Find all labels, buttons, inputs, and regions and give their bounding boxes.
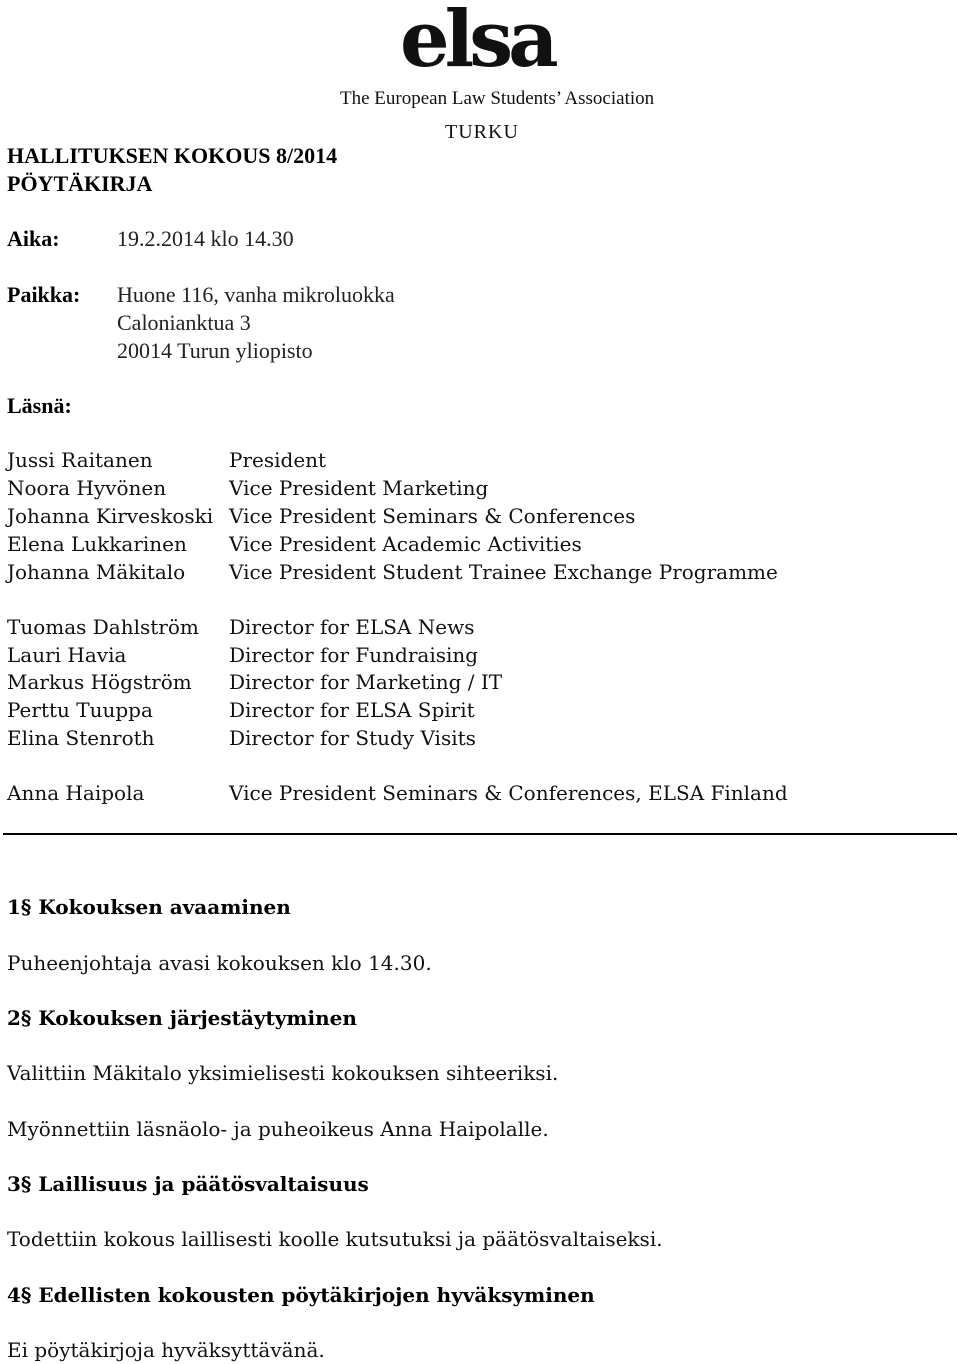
attendee-name: Perttu Tuuppa [7, 698, 153, 722]
place-line: Huone 116, vanha mikroluokka [117, 282, 395, 307]
elsa-logo [338, 0, 655, 150]
attendee-name: Anna Haipola [7, 781, 145, 805]
attendee-role: Director for Study Visits [229, 726, 476, 750]
attendee-role: Director for ELSA Spirit [229, 698, 475, 722]
attendee-role: Vice President Student Trainee Exchange Programme [229, 560, 778, 584]
attendee-role: President [229, 448, 327, 472]
attendee-name: Elena Lukkarinen [7, 532, 187, 556]
attendee-name: Johanna Mäkitalo [7, 560, 186, 584]
section-heading: 3§ Laillisuus ja päätösvaltaisuus [7, 1172, 369, 1196]
attendee-name: Markus Högström [7, 670, 192, 694]
attendee-name: Elina Stenroth [7, 726, 155, 750]
attendee-name: Tuomas Dahlström [7, 615, 199, 639]
time-value: 19.2.2014 klo 14.30 [117, 226, 294, 251]
present-label: Läsnä: [7, 393, 72, 418]
logo-city: TURKU [445, 121, 519, 143]
logo-association-name: The European Law Students’ Association [340, 88, 655, 109]
document-subtitle: PÖYTÄKIRJA [7, 171, 153, 196]
place-line: 20014 Turun yliopisto [117, 338, 313, 363]
attendee-role: Director for ELSA News [229, 615, 475, 639]
attendee-role: Director for Marketing / IT [229, 670, 503, 694]
section-paragraph: Todettiin kokous laillisesti koolle kutsutuksi ja päätösvaltaiseksi. [7, 1227, 663, 1251]
place-label: Paikka: [7, 282, 81, 307]
section-paragraph: Puheenjohtaja avasi kokouksen klo 14.30. [7, 951, 432, 975]
logo-wordmark: elsa [400, 0, 554, 85]
place-line: Calonianktua 3 [117, 310, 251, 335]
time-label: Aika: [7, 226, 60, 251]
section-paragraph: Valittiin Mäkitalo yksimielisesti kokouksen sihteeriksi. [7, 1061, 559, 1085]
attendee-role: Vice President Seminars & Conferences, ELSA Finland [229, 781, 788, 805]
attendee-role: Vice President Seminars & Conferences [229, 504, 636, 528]
attendee-name: Lauri Havia [7, 643, 127, 667]
document-title: HALLITUKSEN KOKOUS 8/2014 [7, 143, 338, 168]
section-heading: 1§ Kokouksen avaaminen [7, 895, 291, 919]
section-divider [3, 833, 957, 835]
section-heading: 2§ Kokouksen järjestäytyminen [7, 1006, 357, 1030]
attendee-name: Johanna Kirveskoski [7, 504, 214, 528]
attendee-role: Director for Fundraising [229, 643, 479, 667]
attendee-name: Jussi Raitanen [7, 448, 153, 472]
attendee-role: Vice President Academic Activities [229, 532, 582, 556]
attendee-role: Vice President Marketing [229, 476, 489, 500]
attendee-name: Noora Hyvönen [7, 476, 167, 500]
section-heading: 4§ Edellisten kokousten pöytäkirjojen hyväksyminen [7, 1283, 595, 1307]
section-paragraph: Ei pöytäkirjoja hyväksyttävänä. [7, 1338, 325, 1362]
section-paragraph: Myönnettiin läsnäolo- ja puheoikeus Anna Haipolalle. [7, 1117, 549, 1141]
